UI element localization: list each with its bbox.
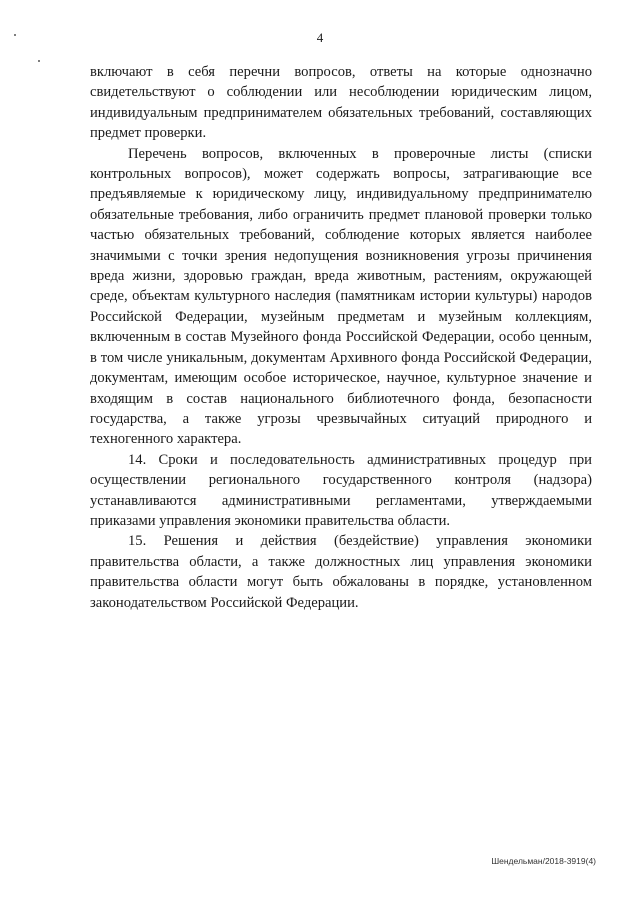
scan-speck [38, 60, 40, 62]
paragraph-item-14: 14. Сроки и последовательность административных процедур при осуществлении регионального государственного контроля (надзора) устанавливаются административными регламентами, утверждаемыми приказами управления экономики правительства области. [90, 451, 592, 529]
paragraph-item-15: 15. Решения и действия (бездействие) управления экономики правительства области, а также должностных лиц управления экономики правительства области могут быть обжалованы в порядке, установленном законодательством Российской Федерации. [90, 533, 592, 611]
page-number: 4 [316, 30, 324, 45]
paragraph-checklist-questions: Перечень вопросов, включенных в проверочные листы (списки контрольных вопросов), может содержать вопросы, затрагивающие все предъявляемые к юридическому лицу, индивидуальному предпринимателю обязательные требования, либо ограничить предмет плановой проверки только частью обязательных требований, соблюдение которых является наиболее значимыми с точки зрения недопущения возникновения угрозы причинения вреда жизни, здоровью граждан, вреда животным, растениям, окружающей среде, объектам культурного наследия (памятникам истории культуры) народов Российской Федерации, музейным предметам и музейным коллекциям, включенным в состав Музейного фонда Российской Федерации, особо ценным, в том числе уникальным, документам Архивного фонда Российской Федерации, документам, имеющим особое историческое, научное, культурное значение и входящим в состав национального библиотечного фонда, безопасности государства, а также угрозы чрезвычайных ситуаций природного и техногенного характера. [90, 145, 592, 448]
scan-speck [14, 34, 16, 36]
document-body [90, 62, 592, 613]
document-registration-code: Шендельман/2018-3919(4) [491, 856, 596, 866]
paragraph-continuation: включают в себя перечни вопросов, ответы на которые однозначно свидетельствуют о соблюдении или несоблюдении юридическим лицом, индивидуальным предпринимателем обязательных требований, составляющих предмет проверки. [90, 64, 592, 142]
